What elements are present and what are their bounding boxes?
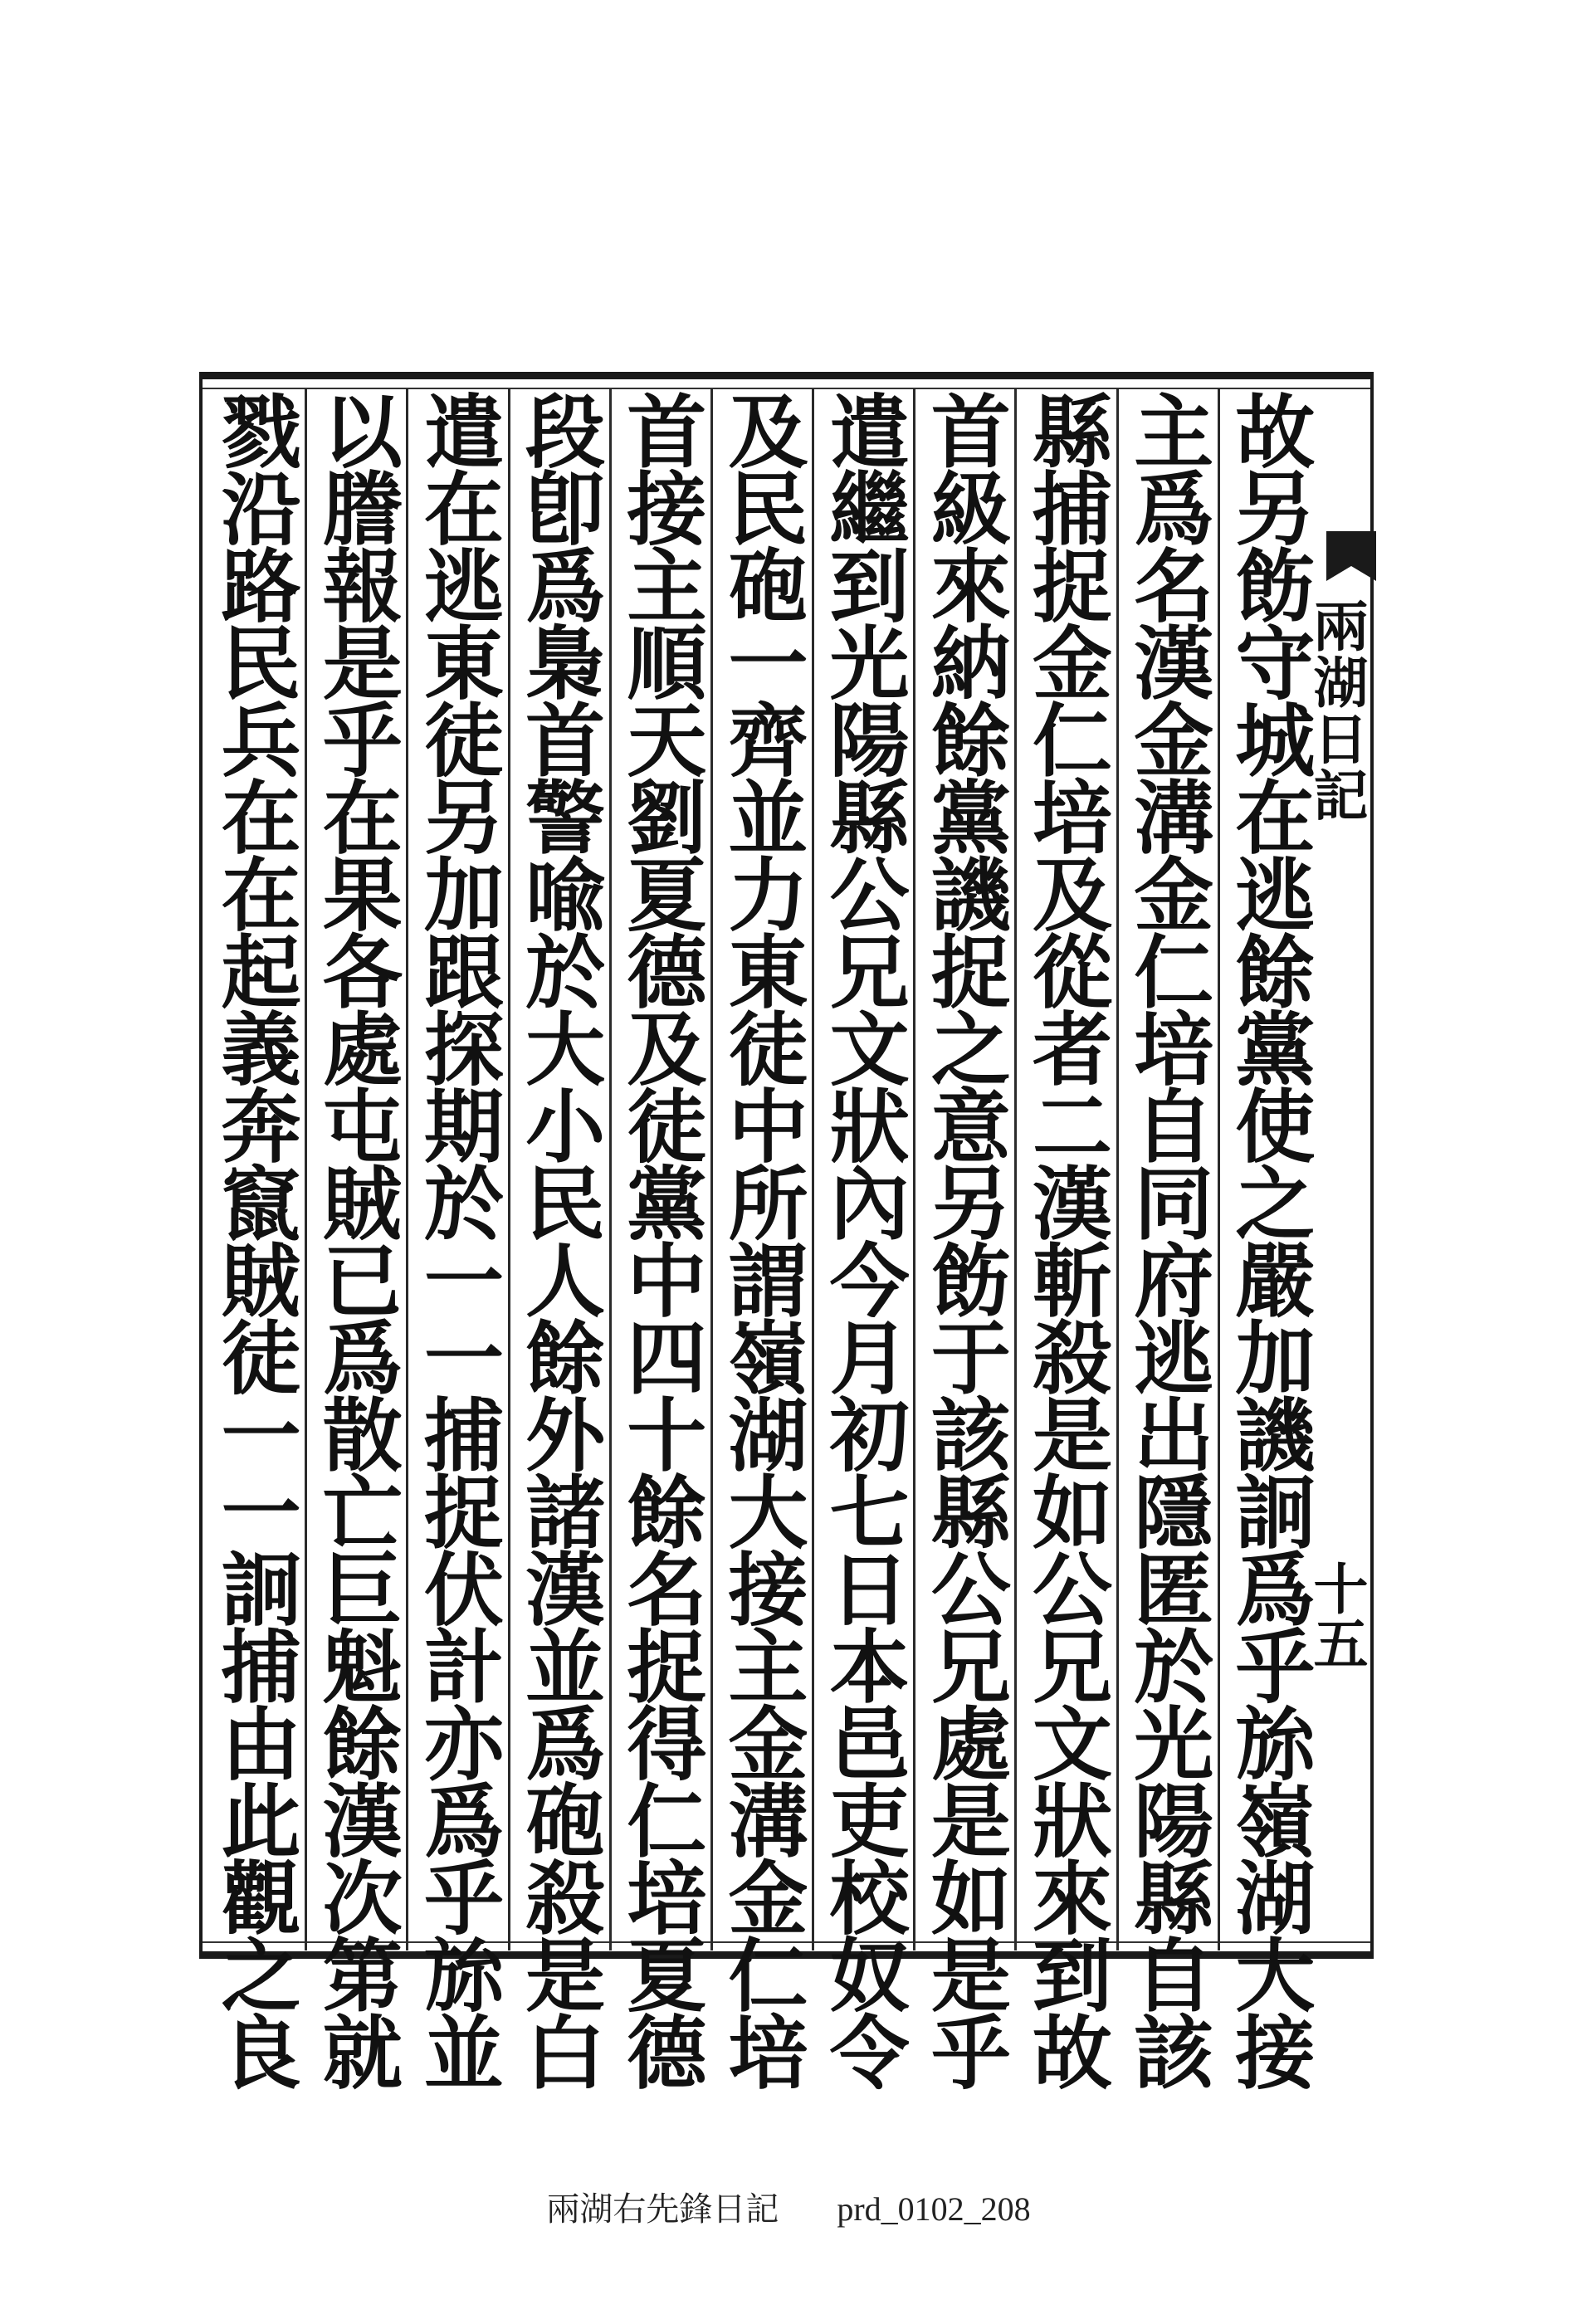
column-rule xyxy=(1218,388,1220,1950)
column-rule xyxy=(406,388,408,1950)
text-column-11: 戮沿路民兵在在起義奔竄賊徒一一詗捕由此觀之良 xyxy=(208,390,303,2088)
text-column-1: 故另飭守城在逃餘黨使之嚴加譏詗爲乎旀嶺湖大接 xyxy=(1222,390,1316,2088)
column-rule xyxy=(305,388,307,1950)
text-column-5: 遣繼到光陽縣公兄文狀內今月初七日本邑吏校奴令 xyxy=(817,390,911,2088)
text-column-8: 段卽爲梟首警喩於大小民人餘外諸漢並爲砲殺是白 xyxy=(512,390,607,2088)
margin-title: 兩湖日記 xyxy=(1304,598,1369,823)
footer-book-title: 兩湖右先鋒日記 xyxy=(546,2190,779,2228)
column-rule xyxy=(1014,388,1017,1950)
column-rule xyxy=(508,388,510,1950)
column-rule xyxy=(913,388,915,1950)
column-rule xyxy=(1116,388,1119,1950)
text-column-9: 遣在逃東徒另加跟探期於一一捕捉伏計亦爲乎旀並 xyxy=(411,390,505,2088)
column-rule xyxy=(812,388,814,1950)
column-rule xyxy=(710,388,713,1950)
folio-number: 十五 xyxy=(1304,1560,1369,1670)
column-rule xyxy=(609,388,612,1950)
text-column-2: 主爲名漢金溝金仁培自同府逃出隱匿於光陽縣自該 xyxy=(1120,390,1215,2088)
text-column-10: 以謄報是乎在果各處屯賊已爲散亡巨魁餘漢次第就 xyxy=(310,390,404,2088)
text-column-4: 首級來納餘黨譏捉之意另飭于該縣公兄處是如是乎 xyxy=(918,390,1013,2088)
text-column-3: 縣捕捉金仁培及從者二漢斬殺是如公兄文狀來到故 xyxy=(1019,390,1114,2088)
footer-page-id: prd_0102_208 xyxy=(837,2190,1031,2228)
text-column-7: 首接主順天劉夏德及徒黨中四十餘名捉得仁培夏德 xyxy=(613,390,708,2088)
text-column-6: 及民砲一齊並力東徒中所謂嶺湖大接主金溝金仁培 xyxy=(715,390,809,2088)
footer xyxy=(0,2183,1577,2230)
